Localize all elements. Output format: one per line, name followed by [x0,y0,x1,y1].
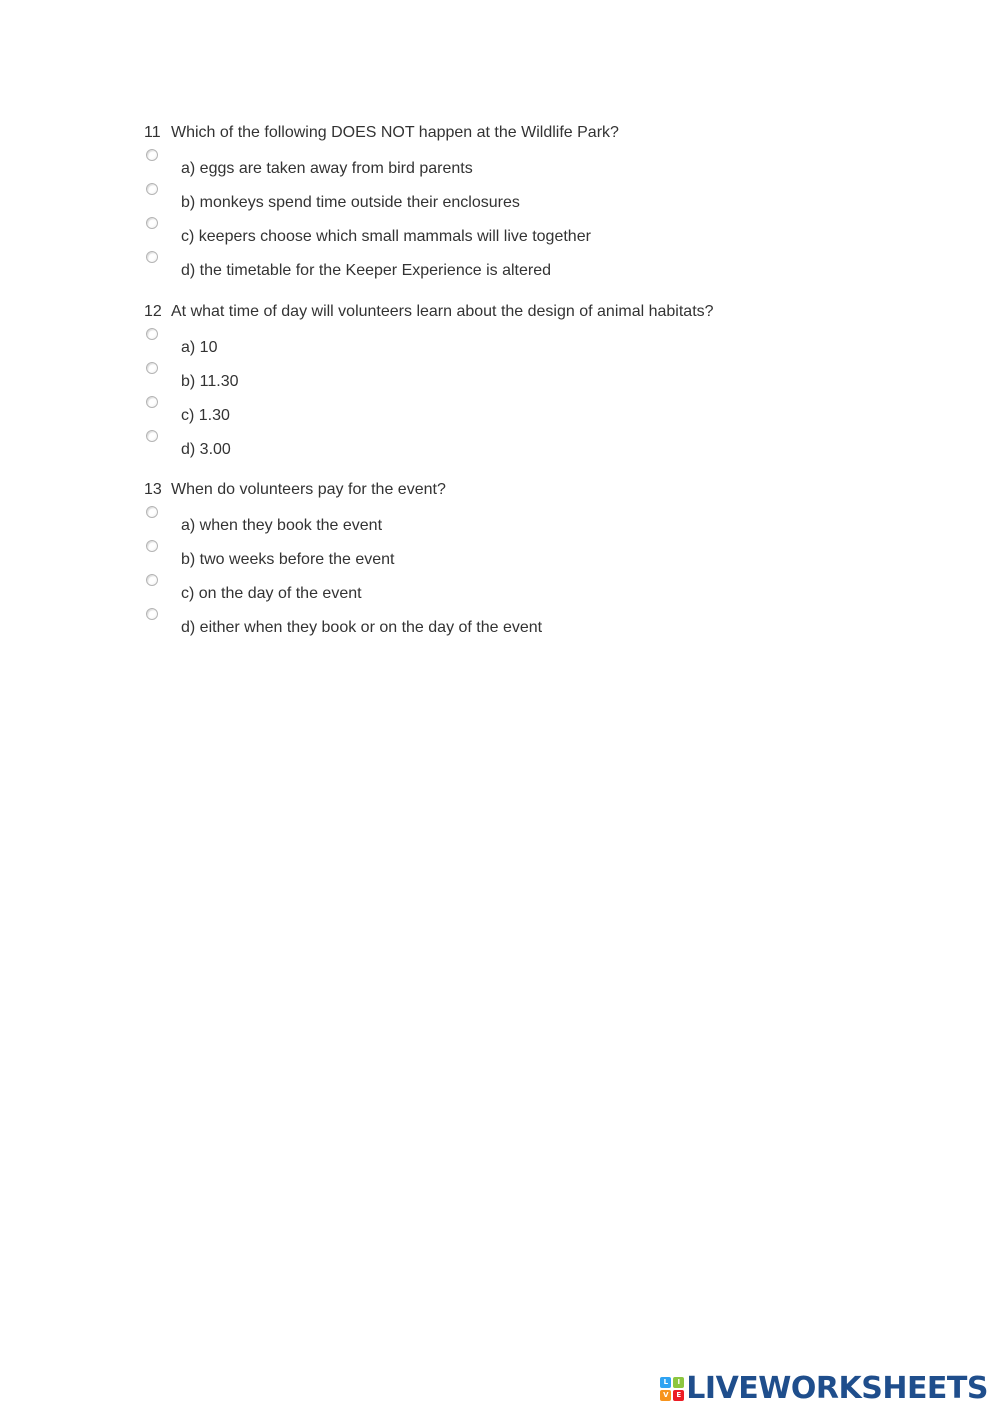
answer-option-c[interactable] [144,396,944,430]
answer-option-b[interactable] [144,183,944,217]
option-label: b) 11.30 [181,373,239,390]
option-label: a) when they book the event [181,517,383,534]
option-label: c) on the day of the event [181,585,362,602]
option-label: c) keepers choose which small mammals will live together [181,228,591,245]
liveworksheets-logo [660,1372,988,1406]
question-number: 12 [144,303,162,320]
radio-button[interactable] [146,608,158,620]
option-label: a) eggs are taken away from bird parents [181,160,473,177]
option-label: d) the timetable for the Keeper Experience is altered [181,262,551,279]
radio-button[interactable] [146,540,158,552]
radio-button[interactable] [146,396,158,408]
question-number: 13 [144,481,162,498]
question-title [144,480,944,500]
answer-option-a[interactable] [144,506,944,540]
radio-button[interactable] [146,217,158,229]
question-text: Which of the following DOES NOT happen at the Wildlife Park? [171,124,619,141]
answer-option-b[interactable] [144,540,944,574]
radio-button[interactable] [146,149,158,161]
logo-mark-icon [660,1377,684,1401]
option-label: b) monkeys spend time outside their enclosures [181,194,520,211]
answer-option-d[interactable] [144,251,944,285]
logo-letter: E [673,1390,684,1401]
answer-option-d[interactable] [144,430,944,464]
radio-button[interactable] [146,328,158,340]
radio-button[interactable] [146,430,158,442]
answer-option-a[interactable] [144,328,944,362]
question-13 [144,480,944,642]
radio-button[interactable] [146,506,158,518]
option-label: d) either when they book or on the day of the event [181,619,543,636]
logo-letter: I [673,1377,684,1388]
question-text: When do volunteers pay for the event? [171,481,446,498]
option-label: c) 1.30 [181,407,230,424]
answer-option-b[interactable] [144,362,944,396]
answer-option-d[interactable] [144,608,944,642]
radio-button[interactable] [146,362,158,374]
answer-option-c[interactable] [144,574,944,608]
logo-letter: L [660,1377,671,1388]
answer-option-a[interactable] [144,149,944,183]
radio-button[interactable] [146,251,158,263]
question-11 [144,123,944,285]
radio-button[interactable] [146,574,158,586]
question-number: 11 [144,124,161,141]
option-label: b) two weeks before the event [181,551,395,568]
option-label: d) 3.00 [181,441,231,458]
radio-button[interactable] [146,183,158,195]
logo-letter: V [660,1390,671,1401]
question-12 [144,302,944,464]
question-title [144,302,944,322]
question-text: At what time of day will volunteers learn about the design of animal habitats? [171,303,714,320]
question-title [144,123,944,143]
option-label: a) 10 [181,339,218,356]
brand-name: LIVEWORKSHEETS [686,1371,988,1406]
answer-option-c[interactable] [144,217,944,251]
